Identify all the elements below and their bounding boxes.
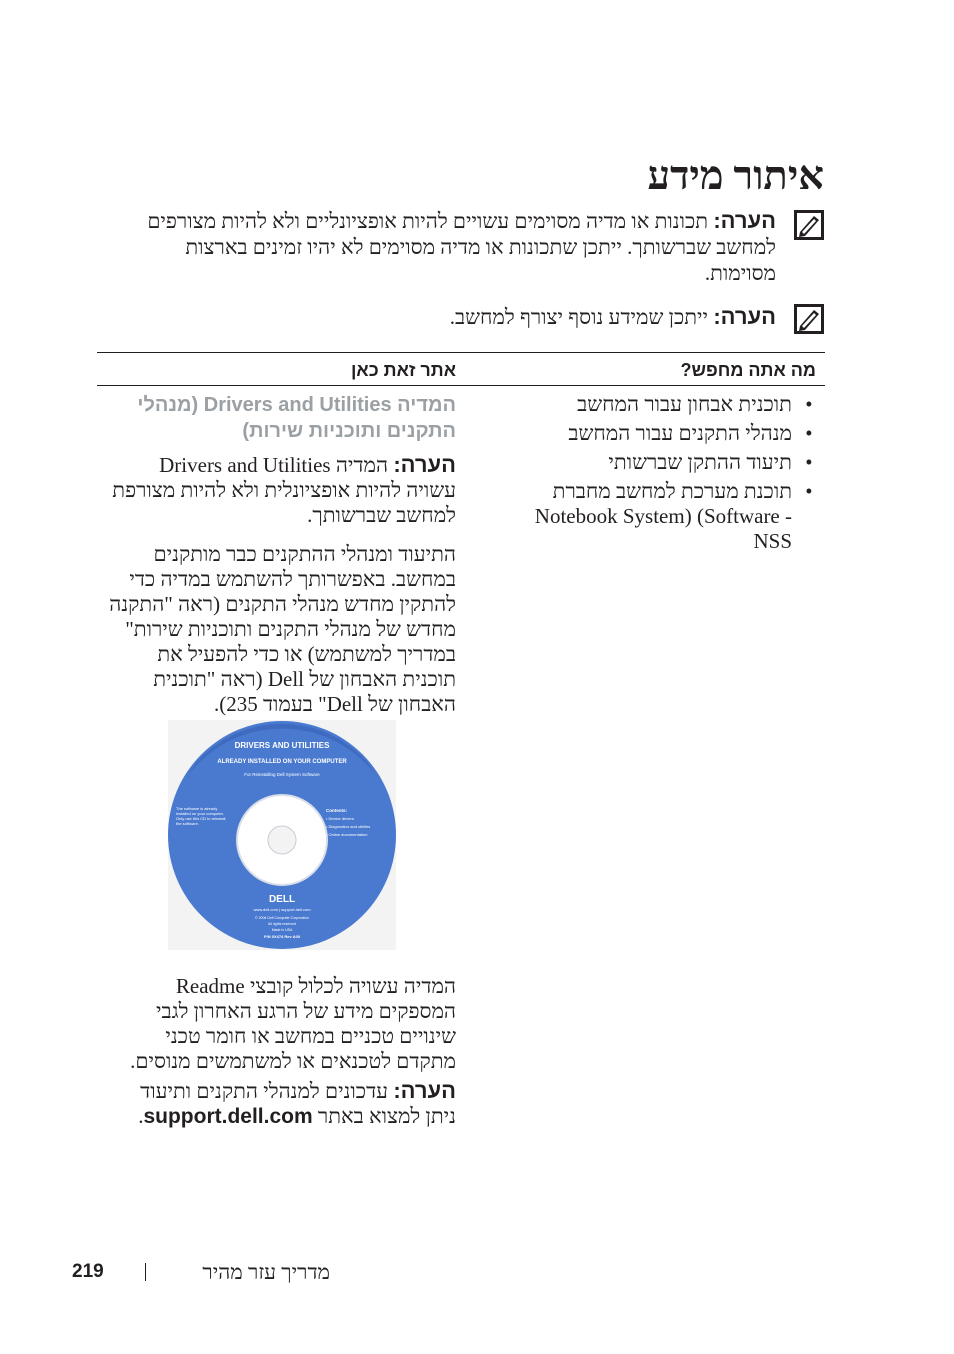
disc-top-label: DRIVERS AND UTILITIES — [234, 741, 330, 750]
footer-separator — [145, 1263, 146, 1281]
disc-bottom-line: © 2006 Dell Computer Corporation — [255, 916, 309, 920]
bullet-icon: • — [805, 423, 812, 443]
media-title: המדיה Drivers and Utilities (מנהלי התקנים ותוכניות שירות) — [137, 394, 456, 442]
disc-bottom-line: Made in USA — [271, 928, 293, 932]
table-top-rule — [97, 352, 825, 353]
note-text: ייתכן שמידע נוסף יצורף למחשב. — [449, 305, 709, 329]
disc-bottom-line: P/N 0X474 Rev A00 — [263, 934, 301, 939]
list-item: • תוכנית אבחון עבור המחשב — [577, 392, 812, 416]
list-item: • תוכנת מערכת למחשב מחברת Notebook System) (Software - NSS — [534, 479, 812, 553]
table-header-what: מה אתה מחפש? — [680, 360, 816, 380]
search-items-list — [532, 392, 812, 558]
disc-url-line: www.dell.com | support.dell.com — [253, 907, 311, 912]
note-label: הערה: — [713, 304, 776, 329]
update-note: הערה: עדכונים למנהלי התקנים ותיעוד ניתן למצוא באתר support.dell.com. — [138, 1078, 456, 1128]
readme-section — [106, 974, 456, 1129]
disc-contents-item: • Online documentation — [326, 832, 368, 837]
note-block — [124, 208, 824, 298]
disc-contents-item: • Device drivers — [326, 816, 354, 821]
table-header-find: אתר זאת כאן — [350, 360, 456, 380]
note-block — [124, 302, 824, 342]
disc-small-line: For Reinstalling Dell System Software — [244, 772, 320, 777]
note-label: הערה: — [713, 208, 776, 233]
page-number: 219 — [72, 1261, 104, 1282]
disc-contents-title: Contents: — [326, 808, 347, 813]
footer-label: מדריך עזר מהיר — [202, 1260, 330, 1284]
disc-left-text: The software is already installed on your computer. Only use this CD to reinstall the software. — [176, 806, 226, 826]
dell-logo: DELL — [268, 894, 296, 905]
note-pencil-icon — [794, 210, 824, 240]
media-description: התיעוד ומנהלי ההתקנים כבר מותקנים במחשב. באפשרותך להשתמש במדיה כדי להתקין מחדש מנהלי התקנים (ראה "התקנה מחדש של מנהלי התקנים ותוכניות שירות" במדריך למשתמש) או כדי להפעיל את תוכנית האבחון של Dell (ראה "תוכנית האבחון של Dell" בעמוד 235). — [109, 542, 456, 716]
bullet-icon: • — [805, 452, 812, 472]
bullet-icon: • — [805, 481, 812, 501]
drivers-utilities-disc-image — [168, 720, 396, 950]
disc-contents-item: • Diagnostics and utilities — [326, 824, 371, 829]
note-text: תכונות או מדיה מסוימים עשויים להיות אופציונליים ולא להיות מצורפים למחשב שברשותך. ייתכן שתכונות או מדיה מסוימים לא יהיו זמינים בארצות מסוימות. — [147, 209, 776, 285]
disc-bottom-line: All rights reserved — [267, 922, 297, 926]
media-note — [106, 452, 456, 528]
find-here-column — [106, 392, 456, 717]
bullet-icon: • — [805, 394, 812, 414]
note-text: עדכונים למנהלי התקנים ותיעוד ניתן למצוא באתר — [140, 1079, 456, 1128]
page-title: איתור מידע — [647, 153, 824, 198]
list-item: • מנהלי התקנים עבור המחשב — [568, 421, 812, 445]
note-text: המדיה Drivers and Utilities עשויה להיות אופציונלית ולא להיות מצורפת למחשב שברשותך. — [112, 453, 456, 527]
readme-paragraph: המדיה עשויה לכלול קובצי Readme המספקים מידע של הרגע האחרון לגבי שינויים טכניים במחשב או חומר טכני מתקדם לטכנאים או למשתמשים מנוסים. — [130, 974, 456, 1073]
disc-sub-label: ALREADY INSTALLED ON YOUR COMPUTER — [217, 759, 347, 765]
note-label: הערה: — [393, 1078, 456, 1103]
note-label: הערה: — [393, 452, 456, 477]
note-pencil-icon — [794, 304, 824, 334]
list-item: • תיעוד ההתקן שברשותי — [608, 450, 812, 474]
table-header-rule — [97, 385, 825, 386]
support-link[interactable]: support.dell.com — [143, 1105, 313, 1128]
